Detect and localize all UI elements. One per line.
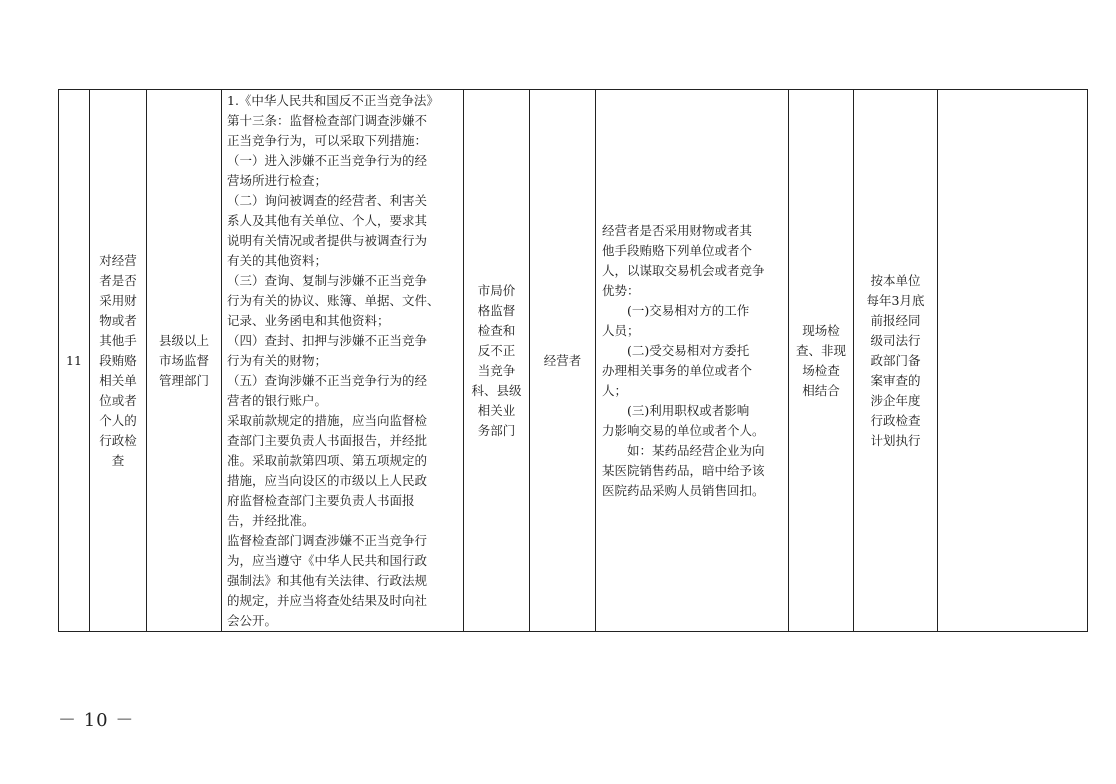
content-line: 如：某药品经营企业为向	[627, 442, 765, 458]
basis-line: 的规定，并应当将查处结果及时向社	[227, 593, 428, 608]
content-line: 优势：	[602, 282, 640, 298]
item-line: 段贿赂	[99, 352, 137, 368]
inspection-content	[596, 90, 789, 632]
item-line: 个人的	[99, 412, 137, 428]
executor-line: 市局价	[477, 282, 516, 298]
frequency-line: 每年3月底	[866, 292, 925, 308]
inspection-object: 经营者	[530, 90, 596, 632]
basis-line: （四）查封、扣押与涉嫌不正当竞争	[227, 333, 428, 348]
basis-line: （三）查询、复制与涉嫌不正当竞争	[227, 273, 428, 288]
item-line: 其他手	[99, 332, 137, 348]
executor-line: 反不正	[477, 342, 516, 358]
basis-line: 行为有关的协议、账簿、单据、文件、	[227, 293, 440, 308]
subject-line: 市场监督	[158, 352, 209, 368]
basis-line: （一）进入涉嫌不正当竞争行为的经	[227, 153, 428, 168]
inspection-frequency	[854, 90, 938, 632]
basis-line: 正当竞争行为，可以采取下列措施：	[227, 133, 428, 148]
content-line: 力影响交易的单位或者个人。	[602, 422, 765, 438]
item-line: 采用财	[99, 292, 137, 308]
basis-line: 记录、业务函电和其他资料；	[227, 313, 390, 328]
executing-department	[464, 90, 530, 632]
inspection-basis	[222, 90, 464, 632]
basis-line: 府监督检查部门主要负责人书面报	[227, 493, 415, 508]
basis-line: 为，应当遵守《中华人民共和国行政	[227, 553, 428, 568]
executor-line: 务部门	[477, 422, 516, 438]
executor-line: 检查和	[477, 322, 516, 338]
content-line: 经营者是否采用财物或者其	[602, 222, 753, 238]
content-line: 某医院销售药品，暗中给予该	[602, 462, 765, 478]
basis-line: 第十三条：监督检查部门调查涉嫌不	[227, 113, 428, 128]
basis-line: 有关的其他资料；	[227, 253, 328, 268]
method-line: 场检查	[802, 362, 840, 378]
basis-line: 说明有关情况或者提供与被调查行为	[227, 233, 428, 248]
item-line: 查	[111, 452, 125, 468]
executor-line: 科、县级	[471, 382, 522, 398]
content-line: 医院药品采购人员销售回扣。	[602, 482, 765, 498]
item-line: 对经营	[99, 252, 137, 268]
content-line: 办理相关事务的单位或者个	[602, 362, 753, 378]
content-line: (一)交易相对方的工作	[627, 302, 750, 318]
inspection-table	[58, 89, 1088, 632]
basis-line: 采取前款规定的措施，应当向监督检	[227, 413, 428, 428]
remarks-cell	[938, 90, 1088, 632]
basis-line: 监督检查部门调查涉嫌不正当竞争行	[227, 533, 428, 548]
item-line: 相关单	[99, 372, 137, 388]
page-number: － 10 －	[58, 710, 135, 731]
content-line: 人；	[602, 382, 628, 398]
subject-line: 管理部门	[158, 372, 209, 388]
frequency-line: 涉企年度	[870, 392, 921, 408]
frequency-line: 行政检查	[870, 412, 921, 428]
basis-line: 准。采取前款第四项、第五项规定的	[227, 453, 428, 468]
content-line: 人，以谋取交易机会或者竞争	[602, 262, 765, 278]
subject-line: 县级以上	[158, 332, 209, 348]
frequency-line: 计划执行	[870, 432, 921, 448]
inspection-item	[90, 90, 147, 632]
table-row	[59, 90, 1088, 632]
basis-line: 强制法》和其他有关法律、行政法规	[227, 573, 428, 588]
inspection-subject	[147, 90, 222, 632]
frequency-line: 案审查的	[870, 372, 921, 388]
frequency-line: 按本单位	[870, 272, 921, 288]
content-line: 他手段贿赂下列单位或者个	[602, 242, 753, 258]
content-line: (三)利用职权或者影响	[627, 402, 750, 418]
basis-line: （五）查询涉嫌不正当竞争行为的经	[227, 373, 428, 388]
method-line: 查、非现	[795, 342, 846, 358]
item-line: 位或者	[99, 392, 137, 408]
executor-line: 格监督	[477, 302, 516, 318]
method-line: 现场检	[802, 322, 840, 338]
basis-line: 查部门主要负责人书面报告，并经批	[227, 433, 428, 448]
basis-line: 行为有关的财物；	[227, 353, 328, 368]
item-line: 物或者	[99, 312, 137, 328]
basis-line: 1.《中华人民共和国反不正当竞争法》	[227, 93, 439, 108]
content-line: (二)受交易相对方委托	[627, 342, 750, 358]
content-line: 人员；	[602, 322, 640, 338]
basis-line: （二）询问被调查的经营者、利害关	[227, 193, 428, 208]
item-line: 行政检	[99, 432, 137, 448]
frequency-line: 级司法行	[870, 332, 921, 348]
basis-line: 告，并经批准。	[227, 513, 315, 528]
basis-line: 系人及其他有关单位、个人，要求其	[227, 213, 428, 228]
executor-line: 当竞争	[477, 362, 516, 378]
basis-line: 营场所进行检查；	[227, 173, 328, 188]
executor-line: 相关业	[477, 402, 516, 418]
basis-line: 营者的银行账户。	[227, 393, 328, 408]
method-line: 相结合	[802, 382, 840, 398]
inspection-method	[789, 90, 854, 632]
basis-line: 会公开。	[227, 613, 278, 628]
item-line: 者是否	[99, 272, 137, 288]
frequency-line: 政部门备	[870, 352, 921, 368]
row-number: 11	[59, 90, 90, 632]
basis-line: 措施，应当向设区的市级以上人民政	[227, 473, 428, 488]
frequency-line: 前报经同	[870, 312, 921, 328]
